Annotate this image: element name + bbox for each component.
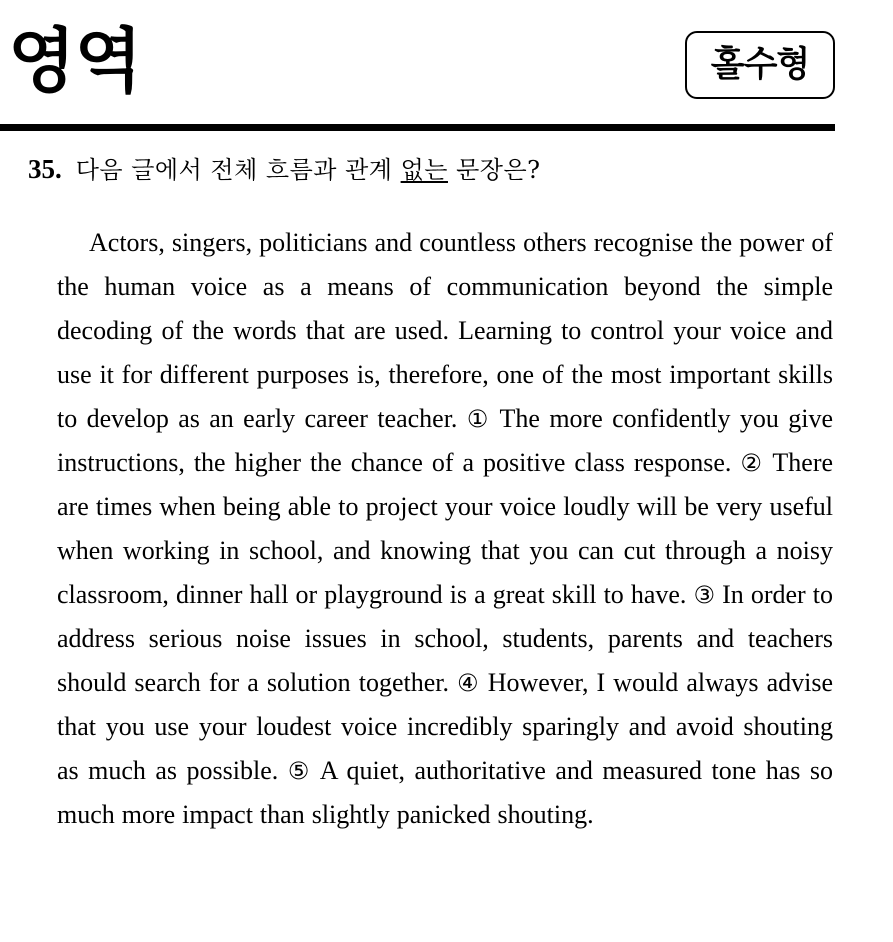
choice-text-2: There are times when being able to project your voice loudly will be very useful when working in school, and knowing that you can cut through a noisy classroom, dinner hall or playground is a great skill to have.: [57, 448, 834, 609]
choice-marker-1[interactable]: ①: [466, 405, 491, 433]
question-prompt-emphasis: 없는: [400, 156, 448, 184]
question-prompt-after: 문장은?: [447, 156, 541, 184]
subject-title: 영역: [8, 22, 142, 100]
passage-intro: Actors, singers, politicians and countless others recognise the power of the human voice as a means of communication beyond the simple decoding of the words that are used. Learning to control your voice and use it for different purposes is, therefore, one of the most important skills to develop as an early career teacher.: [57, 228, 833, 433]
question-heading: [0, 152, 893, 188]
form-type-label: 홀수형: [710, 45, 810, 84]
question-number: 35.: [28, 154, 62, 184]
header-divider: [0, 124, 835, 131]
passage-paragraph: [57, 221, 833, 837]
passage-body: [57, 221, 833, 837]
choice-marker-3[interactable]: ③: [693, 581, 716, 609]
question-prompt: [76, 156, 541, 184]
choice-marker-2[interactable]: ②: [740, 449, 764, 477]
choice-text-4: However, I would always advise that you use your loudest voice incredibly sparingly and avoid shouting as much as possible.: [57, 668, 834, 785]
choice-text-5: A quiet, authoritative and measured tone has so much more impact than slightly panicked shouting.: [57, 756, 833, 829]
exam-header: [0, 0, 893, 118]
choice-text-1: The more confidently you give instructions, the higher the chance of a positive class response.: [57, 404, 833, 477]
choice-text-3: In order to address serious noise issues in school, students, parents and teachers should search for a solution together.: [57, 580, 833, 697]
choice-marker-4[interactable]: ④: [457, 669, 480, 697]
question-prompt-before: 다음 글에서 전체 흐름과 관계: [75, 156, 401, 184]
question-block: [0, 152, 893, 188]
form-type-badge: [685, 31, 835, 99]
choice-marker-5[interactable]: ⑤: [287, 757, 312, 785]
